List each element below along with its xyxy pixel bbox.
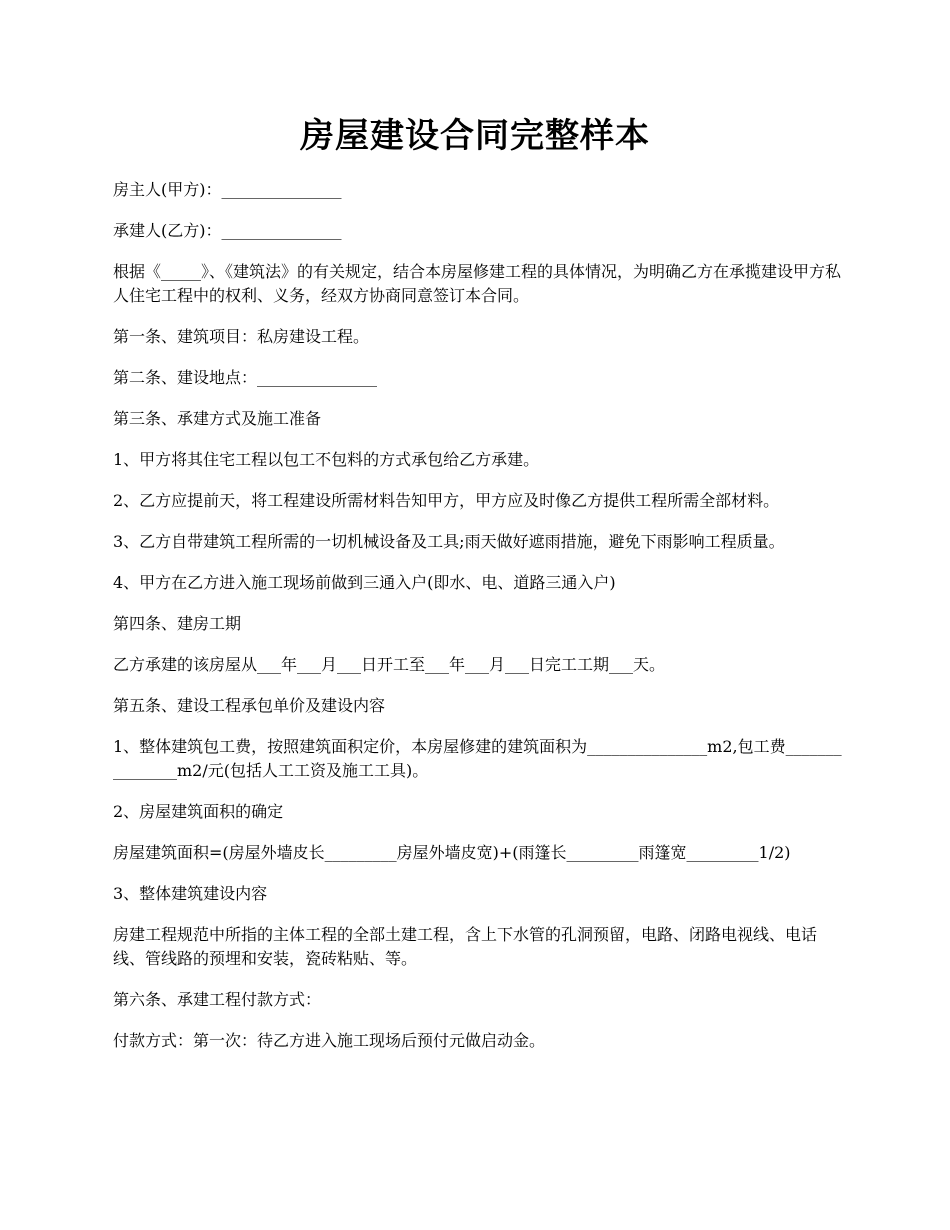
- construction-scope-paragraph: 房建工程规范中所指的主体工程的全部土建工程，含上下水管的孔洞预留，电路、闭路电视线、电话线、管线路的预埋和安装，瓷砖粘贴、等。: [113, 925, 818, 968]
- article-3-heading: 第三条、承建方式及施工准备: [113, 409, 322, 428]
- article-1-heading: 第一条、建筑项目：私房建设工程。: [113, 327, 370, 346]
- article-5-clause-1: 1、整体建筑包工费，按照建筑面积定价，本房屋修建的建筑面积为_______________m2,包工费_______________m2/元(包括人工工资及施工工具)。: [113, 737, 842, 780]
- article-3-clause-1: 1、甲方将其住宅工程以包工不包料的方式承包给乙方承建。: [113, 450, 540, 469]
- article-5-heading: 第五条、建设工程承包单价及建设内容: [113, 696, 386, 715]
- article-4-heading: 第四条、建房工期: [113, 614, 242, 633]
- area-formula-line: 房屋建筑面积=(房屋外墙皮长_________房屋外墙皮宽)+(雨篷长_________雨篷宽_________1/2): [113, 843, 791, 862]
- party-b-line: 承建人(乙方)：_______________: [113, 221, 342, 240]
- preamble-paragraph: 根据《_____》、《建筑法》的有关规定，结合本房屋修建工程的具体情况，为明确乙方在承揽建设甲方私人住宅工程中的权利、义务，经双方协商同意签订本合同。: [113, 262, 842, 305]
- article-5-clause-2: 2、房屋建筑面积的确定: [113, 802, 284, 821]
- document-title: 房屋建设合同完整样本: [300, 116, 650, 156]
- payment-method-line: 付款方式：第一次：待乙方进入施工现场后预付元做启动金。: [113, 1031, 546, 1050]
- article-6-heading: 第六条、承建工程付款方式：: [113, 990, 322, 1009]
- article-3-clause-2: 2、乙方应提前天，将工程建设所需材料告知甲方，甲方应及时像乙方提供工程所需全部材料。: [113, 491, 780, 510]
- document-body: [113, 178, 843, 1070]
- article-5-clause-3: 3、整体建筑建设内容: [113, 884, 268, 903]
- party-a-line: 房主人(甲方)：_______________: [113, 180, 342, 199]
- article-3-clause-3: 3、乙方自带建筑工程所需的一切机械设备及工具;雨天做好遮雨措施，避免下雨影响工程质量。: [113, 532, 785, 551]
- article-3-clause-4: 4、甲方在乙方进入施工现场前做到三通入户(即水、电、道路三通入户): [113, 573, 616, 592]
- article-2-heading: 第二条、建设地点：_______________: [113, 368, 378, 387]
- construction-period-line: 乙方承建的该房屋从___年___月___日开工至___年___月___日完工工期___天。: [113, 655, 666, 674]
